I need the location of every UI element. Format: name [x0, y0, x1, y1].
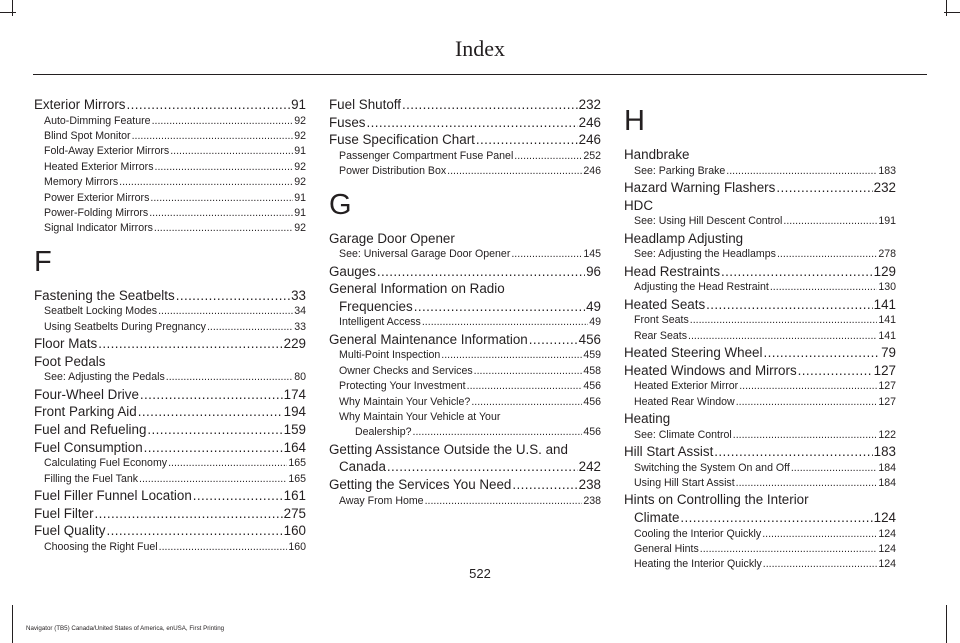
- entry-page-ref: 183: [873, 444, 896, 459]
- dot-leader: [783, 214, 877, 229]
- entry-page-ref: 160: [283, 523, 306, 539]
- index-subentry: [329, 364, 601, 379]
- entry-label: Handbrake: [624, 147, 690, 162]
- entry-label: General Maintenance Information: [329, 331, 528, 347]
- index-entry: [624, 443, 896, 461]
- entry-page-ref: 165: [288, 472, 306, 485]
- dot-leader: [207, 320, 293, 335]
- entry-label: Exterior Mirrors: [34, 97, 126, 112]
- index-subentry: [624, 214, 896, 229]
- entry-label: Away From Home: [339, 494, 424, 507]
- dot-leader: [155, 160, 294, 175]
- dot-leader: [733, 428, 878, 443]
- entry-page-ref: 232: [578, 97, 601, 112]
- entry-page-ref: 278: [878, 248, 896, 261]
- dot-leader: [512, 476, 577, 494]
- entry-label: Gauges: [329, 263, 376, 279]
- entry-label: Heated Windows and Mirrors: [624, 362, 797, 378]
- dot-leader: [791, 461, 877, 476]
- index-subentry: [34, 370, 306, 385]
- entry-label: Protecting Your Investment: [339, 380, 466, 393]
- entry-page-ref: 91: [291, 97, 306, 112]
- dot-leader: [106, 522, 282, 540]
- entry-label: Hints on Controlling the Interior: [624, 492, 809, 508]
- entry-label: Hazard Warning Flashers: [624, 180, 776, 195]
- dot-leader: [193, 487, 283, 505]
- entry-label: Dealership?: [355, 426, 412, 439]
- entry-page-ref: 242: [578, 459, 601, 475]
- entry-page-ref: 275: [283, 505, 306, 521]
- entry-page-ref: 141: [878, 314, 896, 327]
- dot-leader: [690, 313, 878, 328]
- entry-label: Rear Seats: [634, 329, 687, 342]
- index-subentry: [624, 280, 896, 295]
- entry-page-ref: 122: [878, 428, 896, 441]
- entry-label: See: Parking Brake: [634, 164, 726, 177]
- entry-page-ref: 229: [283, 336, 306, 352]
- index-subentry: [34, 144, 306, 159]
- entry-page-ref: 145: [583, 248, 601, 261]
- entry-label: Fuse Specification Chart: [329, 132, 475, 148]
- dot-leader: [467, 379, 583, 394]
- dot-leader: [366, 114, 577, 132]
- dot-leader: [726, 164, 877, 179]
- index-subentry: [34, 304, 306, 319]
- index-entry: [34, 505, 306, 523]
- entry-label: See: Using Hill Descent Control: [634, 215, 783, 228]
- index-entry: [329, 331, 601, 349]
- index-entry: [329, 298, 601, 316]
- dot-leader: [176, 287, 290, 305]
- index-entry: [329, 96, 601, 114]
- index-entry: [329, 476, 601, 494]
- entry-label: Auto-Dimming Feature: [44, 114, 151, 127]
- dot-leader: [762, 527, 877, 542]
- entry-page-ref: 92: [294, 114, 306, 127]
- index-entry: [34, 335, 306, 353]
- index-column-1: [34, 96, 306, 555]
- dot-leader: [95, 505, 283, 523]
- index-subentry: [34, 175, 306, 190]
- index-entry: [34, 386, 306, 404]
- dot-leader: [140, 386, 283, 404]
- dot-leader: [170, 144, 293, 159]
- index-subentry: [34, 221, 306, 236]
- index-entry: [329, 131, 601, 149]
- entry-page-ref: 459: [583, 349, 601, 362]
- entry-page-ref: 252: [583, 149, 601, 162]
- entry-label: Why Maintain Your Vehicle at Your: [339, 411, 501, 423]
- dot-leader: [422, 315, 588, 330]
- index-column-2: [329, 96, 601, 509]
- entry-label: Owner Checks and Services: [339, 364, 473, 377]
- entry-page-ref: 49: [586, 298, 601, 314]
- entry-label: Why Maintain Your Vehicle?: [339, 395, 471, 408]
- index-subentry: [624, 164, 896, 179]
- dot-leader: [402, 96, 578, 114]
- dot-leader: [166, 370, 293, 385]
- entry-label: Foot Pedals: [34, 353, 106, 369]
- index-entry: [624, 509, 896, 527]
- entry-label: Fuel Shutoff: [329, 97, 401, 112]
- index-entry: [34, 421, 306, 439]
- entry-page-ref: 184: [878, 477, 896, 489]
- index-subentry: [329, 348, 601, 363]
- entry-page-ref: 183: [878, 164, 896, 177]
- entry-label: Intelligent Access: [339, 316, 421, 329]
- header-divider: [33, 74, 927, 75]
- index-subentry: [624, 461, 896, 476]
- index-subentry: [624, 542, 896, 557]
- index-entry: [34, 487, 306, 505]
- dot-leader: [714, 443, 872, 461]
- entry-label: Fuel Quality: [34, 523, 106, 539]
- entry-page-ref: 91: [294, 145, 306, 158]
- entry-page-ref: 246: [578, 132, 601, 148]
- index-subentry: [34, 320, 306, 335]
- entry-label: Multi-Point Inspection: [339, 349, 441, 362]
- index-subentry: [34, 540, 306, 555]
- index-column-3: [624, 96, 896, 573]
- index-subentry: [624, 527, 896, 542]
- entry-label: Getting Assistance Outside the U.S. and: [329, 441, 568, 457]
- entry-page-ref: 164: [283, 439, 306, 455]
- dot-leader: [474, 364, 583, 379]
- entry-page-ref: 456: [578, 331, 601, 347]
- dot-leader: [144, 439, 283, 457]
- dot-leader: [138, 403, 283, 421]
- index-subentry: [34, 129, 306, 144]
- entry-page-ref: 80: [294, 371, 306, 384]
- index-subentry: [624, 329, 896, 344]
- index-entry: [624, 263, 896, 281]
- index-entry: [34, 96, 306, 114]
- index-subentry: [329, 410, 601, 425]
- dot-leader: [149, 206, 293, 221]
- dot-leader: [168, 456, 287, 471]
- index-entry: [624, 230, 896, 248]
- dot-leader: [700, 542, 878, 557]
- dot-leader: [98, 335, 282, 353]
- entry-label: Calculating Fuel Economy: [44, 457, 168, 470]
- dot-leader: [680, 509, 872, 527]
- index-subentry: [329, 164, 601, 179]
- entry-label: Heating the Interior Quickly: [634, 558, 762, 571]
- entry-page-ref: 238: [583, 494, 601, 507]
- entry-page-ref: 124: [873, 510, 896, 525]
- index-subentry: [34, 472, 306, 487]
- index-subentry: [329, 315, 601, 330]
- entry-label: Seatbelt Locking Modes: [44, 305, 158, 318]
- dot-leader: [413, 425, 583, 440]
- entry-label: Frequencies: [339, 298, 413, 314]
- entry-page-ref: 124: [878, 558, 896, 571]
- index-entry: [624, 344, 896, 362]
- entry-label: Heated Exterior Mirror: [634, 380, 739, 393]
- entry-label: Fold-Away Exterior Mirrors: [44, 145, 170, 158]
- entry-page-ref: 160: [288, 540, 306, 553]
- dot-leader: [150, 191, 293, 206]
- dot-leader: [127, 96, 291, 114]
- entry-label: See: Adjusting the Pedals: [44, 371, 165, 384]
- entry-page-ref: 246: [583, 165, 601, 178]
- entry-page-ref: 91: [294, 191, 306, 204]
- crop-mark-tl-v: [12, 0, 13, 16]
- entry-page-ref: 130: [878, 281, 896, 294]
- entry-page-ref: 92: [294, 130, 306, 142]
- entry-page-ref: 127: [878, 395, 896, 408]
- index-entry: [34, 287, 306, 305]
- index-subentry: [34, 114, 306, 129]
- entry-label: Cooling the Interior Quickly: [634, 527, 762, 540]
- entry-label: See: Adjusting the Headlamps: [634, 248, 776, 261]
- page-title: Index: [454, 36, 506, 61]
- index-subentry: [624, 476, 896, 491]
- entry-label: Front Seats: [634, 314, 689, 327]
- dot-leader: [441, 348, 582, 363]
- dot-leader: [152, 114, 294, 129]
- entry-page-ref: 92: [294, 222, 306, 235]
- dot-leader: [721, 263, 873, 281]
- index-entry: [34, 522, 306, 540]
- entry-page-ref: 127: [878, 380, 896, 393]
- index-entry: [34, 439, 306, 457]
- entry-label: Floor Mats: [34, 336, 98, 352]
- entry-label: Front Parking Aid: [34, 404, 137, 420]
- index-subentry: [329, 494, 601, 509]
- entry-page-ref: 96: [586, 263, 601, 279]
- entry-page-ref: 141: [878, 329, 896, 342]
- crop-mark-tr-h: [944, 12, 960, 13]
- index-subentry: [34, 191, 306, 206]
- index-entry: [329, 280, 601, 298]
- dot-leader: [476, 131, 578, 149]
- crop-mark-tr-v: [946, 0, 947, 16]
- index-entry: [624, 179, 896, 197]
- page-number: 522: [469, 566, 491, 581]
- entry-label: See: Universal Garage Door Opener: [339, 248, 511, 261]
- index-entry: [624, 146, 896, 164]
- dot-leader: [736, 476, 878, 491]
- index-entry: [34, 353, 306, 371]
- entry-page-ref: 456: [583, 380, 601, 393]
- index-subentry: [624, 379, 896, 394]
- entry-page-ref: 458: [583, 364, 601, 377]
- entry-label: Heated Steering Wheel: [624, 345, 763, 360]
- entry-label: Hill Start Assist: [624, 444, 714, 459]
- entry-label: Canada: [339, 459, 386, 475]
- index-entry: [329, 114, 601, 132]
- dot-leader: [377, 263, 585, 281]
- dot-leader: [763, 344, 880, 362]
- entry-label: Fastening the Seatbelts: [34, 287, 175, 303]
- entry-label: Garage Door Opener: [329, 230, 455, 246]
- entry-label: Choosing the Right Fuel: [44, 540, 158, 553]
- index-subentry: [329, 425, 601, 440]
- index-subentry: [329, 379, 601, 394]
- entry-label: Heating: [624, 411, 671, 426]
- index-entry: [624, 296, 896, 314]
- dot-leader: [414, 298, 585, 316]
- entry-page-ref: 194: [283, 404, 306, 420]
- entry-label: Filling the Fuel Tank: [44, 472, 139, 485]
- entry-label: Power-Folding Mirrors: [44, 207, 149, 220]
- entry-page-ref: 92: [294, 176, 306, 189]
- index-section-letter: H: [624, 105, 645, 137]
- index-subentry: [624, 395, 896, 410]
- entry-page-ref: 174: [283, 386, 306, 402]
- entry-label: Fuel and Refueling: [34, 422, 147, 438]
- dot-leader: [776, 179, 872, 197]
- entry-label: Getting the Services You Need: [329, 477, 512, 492]
- entry-label: Signal Indicator Mirrors: [44, 222, 153, 235]
- dot-leader: [119, 175, 293, 190]
- entry-label: Fuel Consumption: [34, 439, 143, 455]
- entry-page-ref: 33: [294, 320, 306, 333]
- entry-page-ref: 127: [873, 362, 896, 378]
- entry-page-ref: 92: [294, 160, 306, 173]
- dot-leader: [471, 395, 582, 410]
- dot-leader: [387, 458, 578, 476]
- index-entry: [624, 410, 896, 428]
- dot-leader: [132, 129, 294, 144]
- index-subentry: [624, 428, 896, 443]
- index-entry: [329, 263, 601, 281]
- entry-label: Power Distribution Box: [339, 165, 447, 178]
- entry-label: Heated Seats: [624, 296, 706, 312]
- entry-label: Switching the System On and Off: [634, 461, 790, 474]
- entry-label: Headlamp Adjusting: [624, 230, 744, 246]
- entry-label: HDC: [624, 197, 654, 213]
- index-section-letter: F: [34, 245, 52, 278]
- entry-page-ref: 191: [878, 215, 896, 228]
- entry-label: Four-Wheel Drive: [34, 386, 139, 402]
- dot-leader: [770, 280, 877, 295]
- entry-page-ref: 33: [291, 287, 306, 303]
- index-entry: [329, 458, 601, 476]
- dot-leader: [777, 247, 877, 262]
- entry-label: General Hints: [634, 543, 699, 555]
- dot-leader: [425, 494, 583, 509]
- entry-page-ref: 161: [283, 488, 306, 504]
- dot-leader: [688, 329, 877, 344]
- crop-mark-bl-v: [12, 605, 13, 643]
- entry-page-ref: 129: [873, 263, 896, 279]
- dot-leader: [514, 149, 582, 164]
- entry-label: Passenger Compartment Fuse Panel: [339, 149, 514, 162]
- index-entry: [329, 230, 601, 248]
- index-subentry: [329, 395, 601, 410]
- entry-label: Fuel Filler Funnel Location: [34, 488, 192, 504]
- dot-leader: [798, 362, 873, 380]
- entry-page-ref: 232: [873, 180, 896, 195]
- index-subentry: [34, 206, 306, 221]
- entry-page-ref: 456: [583, 426, 601, 439]
- entry-page-ref: 91: [294, 207, 306, 220]
- entry-label: Fuses: [329, 114, 366, 130]
- dot-leader: [529, 331, 578, 349]
- dot-leader: [154, 221, 293, 236]
- dot-leader: [739, 379, 877, 394]
- entry-label: Using Seatbelts During Pregnancy: [44, 320, 206, 333]
- entry-page-ref: 49: [589, 316, 601, 329]
- index-subentry: [329, 149, 601, 164]
- index-entry: [34, 403, 306, 421]
- entry-page-ref: 238: [578, 477, 601, 492]
- entry-label: Heated Rear Window: [634, 395, 735, 408]
- index-subentry: [34, 456, 306, 471]
- entry-label: Memory Mirrors: [44, 176, 119, 189]
- entry-page-ref: 34: [294, 305, 306, 318]
- dot-leader: [706, 296, 873, 314]
- crop-mark-br-v: [946, 605, 947, 643]
- entry-label: Heated Exterior Mirrors: [44, 160, 154, 173]
- print-footer: Navigator (TB5) Canada/United States of America, enUSA, First Printing: [26, 625, 225, 632]
- entry-page-ref: 159: [283, 422, 306, 438]
- index-entry: [329, 441, 601, 459]
- index-entry: [624, 197, 896, 215]
- entry-page-ref: 184: [878, 461, 896, 474]
- dot-leader: [447, 164, 582, 179]
- entry-label: Using Hill Start Assist: [634, 477, 735, 489]
- entry-page-ref: 124: [878, 543, 896, 555]
- entry-page-ref: 456: [583, 395, 601, 408]
- entry-page-ref: 124: [878, 527, 896, 540]
- entry-page-ref: 246: [578, 114, 601, 130]
- index-section-letter: G: [329, 188, 352, 221]
- entry-label: Fuel Filter: [34, 505, 94, 521]
- entry-label: Power Exterior Mirrors: [44, 191, 150, 204]
- entry-label: General Information on Radio: [329, 281, 505, 297]
- dot-leader: [159, 540, 288, 555]
- dot-leader: [158, 304, 293, 319]
- dot-leader: [147, 421, 282, 439]
- entry-label: See: Climate Control: [634, 428, 732, 441]
- index-subentry: [329, 247, 601, 262]
- entry-page-ref: 141: [873, 296, 896, 312]
- dot-leader: [736, 395, 878, 410]
- dot-leader: [139, 472, 287, 487]
- entry-label: Climate: [634, 510, 680, 525]
- entry-label: Adjusting the Head Restraint: [634, 281, 769, 294]
- crop-mark-tl-h: [0, 12, 16, 13]
- entry-page-ref: 165: [288, 457, 306, 470]
- index-entry: [624, 491, 896, 509]
- index-subentry: [624, 247, 896, 262]
- index-subentry: [34, 160, 306, 175]
- index-entry: [624, 362, 896, 380]
- dot-leader: [511, 247, 582, 262]
- index-subentry: [624, 313, 896, 328]
- entry-page-ref: 79: [881, 345, 896, 360]
- entry-label: Head Restraints: [624, 263, 721, 279]
- entry-label: Blind Spot Monitor: [44, 130, 131, 142]
